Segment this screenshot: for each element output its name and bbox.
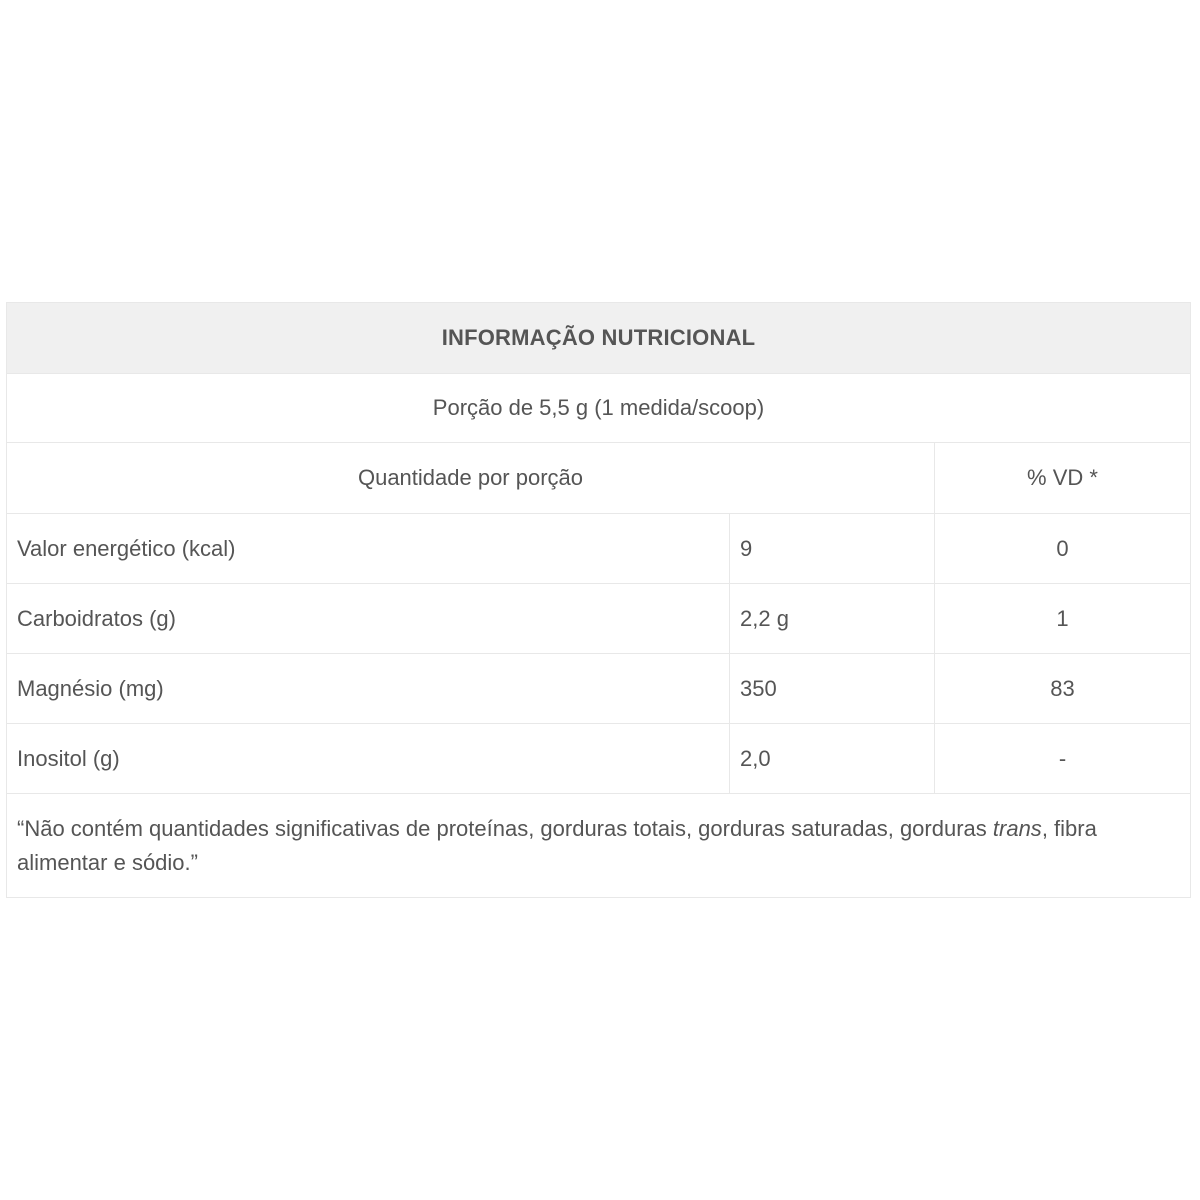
nutrient-amount: 2,0 [730, 724, 935, 794]
footnote-text-italic: trans [992, 815, 1042, 841]
nutrient-name: Carboidratos (g) [7, 584, 730, 654]
nutrition-table [6, 302, 1191, 898]
nutrient-vd: 83 [935, 654, 1191, 724]
table-row [7, 654, 1191, 724]
footnote-row [7, 794, 1191, 898]
footnote-text-before: “Não contém quantidades significativas de proteínas, gorduras totais, gorduras saturadas, gorduras [17, 815, 993, 841]
nutrient-amount: 350 [730, 654, 935, 724]
table-title: INFORMAÇÃO NUTRICIONAL [7, 303, 1191, 374]
nutrient-vd: 0 [935, 514, 1191, 584]
portion-size: Porção de 5,5 g (1 medida/scoop) [7, 374, 1191, 443]
portion-row [7, 374, 1191, 443]
header-vd: % VD * [935, 443, 1191, 514]
nutrient-name: Magnésio (mg) [7, 654, 730, 724]
table-row [7, 514, 1191, 584]
column-header-row [7, 443, 1191, 514]
nutrient-amount: 9 [730, 514, 935, 584]
nutrient-name: Inositol (g) [7, 724, 730, 794]
table-row [7, 724, 1191, 794]
footnote [7, 794, 1191, 898]
nutrient-amount: 2,2 g [730, 584, 935, 654]
title-row [7, 303, 1191, 374]
nutrient-name: Valor energético (kcal) [7, 514, 730, 584]
header-quantity: Quantidade por porção [7, 443, 935, 514]
table-row [7, 584, 1191, 654]
footnote-text-after: , fibra alimentar e sódio.” [17, 815, 1097, 875]
nutrient-vd: 1 [935, 584, 1191, 654]
nutrient-vd: - [935, 724, 1191, 794]
